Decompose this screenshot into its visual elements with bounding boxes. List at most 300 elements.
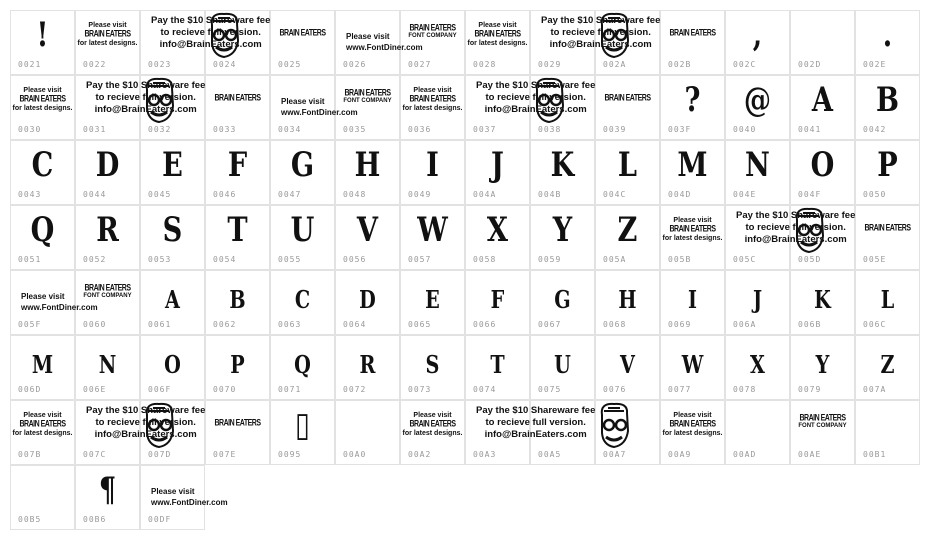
char-code: 0074 [473, 385, 497, 394]
char-code: 00AD [733, 450, 757, 459]
char-code: 0070 [213, 385, 237, 394]
please-visit-text: Please visit [478, 22, 517, 29]
shareware-line: to recieve full version. [95, 417, 196, 428]
char-code: 0067 [538, 320, 562, 329]
char-code: 00A3 [473, 450, 497, 459]
char-code: 004F [798, 190, 822, 199]
font-company-text: FONT COMPANY [83, 293, 132, 299]
glyph: O [810, 145, 835, 185]
glyph: F [490, 285, 505, 314]
font-company-text: FONT COMPANY [408, 33, 457, 39]
glyph-cell-0047[interactable] [270, 140, 335, 205]
glyph-cell-0030[interactable] [10, 75, 75, 140]
char-code: 005E [863, 255, 887, 264]
glyph: K [550, 145, 575, 185]
char-code: 007B [18, 450, 42, 459]
latest-designs-text: for latest designs. [662, 430, 723, 437]
glyph-cell-0041[interactable] [790, 75, 855, 140]
glyph: N [745, 145, 770, 185]
glyph-cell-0070[interactable] [205, 335, 270, 400]
char-code: 004E [733, 190, 757, 199]
char-code: 0052 [83, 255, 107, 264]
glyph-cell-00AE[interactable] [790, 400, 855, 465]
brain-eaters-logo: BRAIN EATERS [669, 224, 716, 235]
char-code: 00B6 [83, 515, 107, 524]
glyph: D [95, 145, 120, 185]
char-code: 0059 [538, 255, 562, 264]
glyph: Y [815, 350, 830, 379]
glyph-cell-004D[interactable] [660, 140, 725, 205]
glyph-cell-0052[interactable] [75, 205, 140, 270]
glyph-cell-0033[interactable] [205, 75, 270, 140]
glyph-cell-005B[interactable] [660, 205, 725, 270]
char-code: 005F [18, 320, 42, 329]
glyph: ! [36, 15, 49, 55]
brain-eaters-logo: BRAIN EATERS [19, 94, 66, 105]
glyph-cell-004F[interactable] [790, 140, 855, 205]
glyph: Z [617, 210, 638, 250]
skull-face-icon [594, 401, 634, 454]
char-code: 0053 [148, 255, 172, 264]
brain-eaters-logo: BRAIN EATERS [474, 29, 521, 40]
please-visit-note [76, 21, 139, 48]
char-code: 00DF [148, 515, 172, 524]
char-code: 0060 [83, 320, 107, 329]
glyph-cell-002C[interactable] [725, 10, 790, 75]
char-code: 0055 [278, 255, 302, 264]
shareware-line: Pay the $10 Shareware fee [476, 80, 596, 91]
please-visit-note [466, 21, 529, 48]
glyph-cell-00A0[interactable] [335, 400, 400, 465]
glyph-cell-0057[interactable] [400, 205, 465, 270]
glyph-cell-006B[interactable] [790, 270, 855, 335]
latest-designs-text: for latest designs. [12, 430, 73, 437]
brain-eaters-logo-text: BRAIN EATERS [669, 28, 716, 39]
char-code: 0031 [83, 125, 107, 134]
char-code: 004A [473, 190, 497, 199]
char-code: 006B [798, 320, 822, 329]
glyph-cell-0078[interactable] [725, 335, 790, 400]
glyph-cell-0064[interactable] [335, 270, 400, 335]
char-code: 0056 [343, 255, 367, 264]
char-code: 0077 [668, 385, 692, 394]
please-visit-text: Please visit [21, 292, 65, 301]
char-code: 005D [798, 255, 822, 264]
shareware-email: info@BrainEaters.com [94, 104, 197, 115]
char-code: 0028 [473, 60, 497, 69]
char-code: 0065 [408, 320, 432, 329]
glyph: ▯ [295, 405, 310, 445]
please-visit-note [661, 216, 724, 243]
char-code: 0058 [473, 255, 497, 264]
char-code: 0030 [18, 125, 42, 134]
glyph-cell-00DF[interactable] [140, 465, 228, 530]
char-code: 0035 [343, 125, 367, 134]
char-code: 0071 [278, 385, 302, 394]
glyph-cell-007A[interactable] [855, 335, 920, 400]
shareware-note [86, 80, 205, 116]
char-code: 0022 [83, 60, 107, 69]
char-code: 002E [863, 60, 887, 69]
glyph-cell-0055[interactable] [270, 205, 335, 270]
glyph-cell-0025[interactable] [270, 10, 335, 75]
glyph-cell-0061[interactable] [140, 270, 205, 335]
char-code: 0037 [473, 125, 497, 134]
glyph: T [490, 350, 505, 379]
please-visit-text: Please visit [281, 97, 325, 106]
glyph: O [164, 350, 181, 379]
glyph-cell-0046[interactable] [205, 140, 270, 205]
shareware-line: Pay the $10 Shareware fee [736, 210, 856, 221]
shareware-line: Pay the $10 Shareware fee [541, 15, 661, 26]
glyph-cell-0040[interactable] [725, 75, 790, 140]
char-code: 0023 [148, 60, 172, 69]
glyph: S [425, 350, 440, 379]
please-visit-note [11, 411, 74, 438]
char-code: 00A5 [538, 450, 562, 459]
glyph-cell-00B5[interactable] [10, 465, 75, 530]
shareware-line: to recieve full version. [485, 92, 586, 103]
char-code: 002D [798, 60, 822, 69]
char-code: 005C [733, 255, 757, 264]
char-code: 0039 [603, 125, 627, 134]
char-code: 0034 [278, 125, 302, 134]
glyph-cell-004A[interactable] [465, 140, 530, 205]
char-code: 0078 [733, 385, 757, 394]
char-code: 0026 [343, 60, 367, 69]
char-code: 0069 [668, 320, 692, 329]
glyph-cell-0044[interactable] [75, 140, 140, 205]
glyph: P [877, 145, 898, 185]
char-code: 0064 [343, 320, 367, 329]
glyph-cell-002E[interactable] [855, 10, 920, 75]
brain-eaters-logo: BRAIN EATERS [84, 29, 131, 40]
char-code: 006D [18, 385, 42, 394]
char-code: 0042 [863, 125, 887, 134]
glyph-cell-006F[interactable] [140, 335, 205, 400]
glyph-cell-0068[interactable] [595, 270, 660, 335]
glyph-cell-0049[interactable] [400, 140, 465, 205]
latest-designs-text: for latest designs. [12, 105, 73, 112]
char-code: 0057 [408, 255, 432, 264]
glyph-cell-0072[interactable] [335, 335, 400, 400]
please-visit-note [401, 411, 464, 438]
brain-eaters-logo-text: BRAIN EATERS [799, 413, 846, 424]
glyph: U [290, 210, 315, 250]
glyph-cell-002B[interactable] [660, 10, 725, 75]
glyph: I [426, 145, 439, 185]
glyph-cell-0028[interactable] [465, 10, 530, 75]
char-code: 00A7 [603, 450, 627, 459]
font-diner-url: www.FontDiner.com [346, 43, 423, 52]
latest-designs-text: for latest designs. [662, 235, 723, 242]
please-visit-text: Please visit [673, 217, 712, 224]
glyph: R [96, 210, 119, 250]
char-code: 006E [83, 385, 107, 394]
shareware-email: info@BrainEaters.com [549, 39, 652, 50]
shareware-note [476, 80, 595, 116]
char-code: 006A [733, 320, 757, 329]
glyph-cell-0042[interactable] [855, 75, 920, 140]
char-code: 0073 [408, 385, 432, 394]
brain-eaters-logo [856, 224, 919, 233]
char-code: 004D [668, 190, 692, 199]
shareware-note [151, 15, 270, 51]
glyph: M [677, 145, 708, 185]
glyph: M [31, 350, 54, 379]
font-company-text: FONT COMPANY [798, 423, 847, 429]
char-code: 004B [538, 190, 562, 199]
glyph-cell-0065[interactable] [400, 270, 465, 335]
char-code: 00A2 [408, 450, 432, 459]
glyph: I [688, 285, 697, 314]
glyph: @ [743, 80, 772, 120]
char-code: 0041 [798, 125, 822, 134]
please-visit-text: Please visit [413, 412, 452, 419]
glyph-cell-0039[interactable] [595, 75, 660, 140]
char-code: 007E [213, 450, 237, 459]
please-visit-note [11, 86, 74, 113]
glyph: Z [880, 350, 895, 379]
char-code: 006F [148, 385, 172, 394]
shareware-email: info@BrainEaters.com [484, 429, 587, 440]
char-code: 006C [863, 320, 887, 329]
glyph-cell-0069[interactable] [660, 270, 725, 335]
font-diner-note [151, 486, 228, 508]
glyph: W [417, 210, 448, 250]
brain-eaters-logo-text: BRAIN EATERS [604, 93, 651, 104]
glyph: T [227, 210, 248, 250]
shareware-line: to recieve full version. [745, 222, 846, 233]
glyph-cell-004E[interactable] [725, 140, 790, 205]
char-code: 0061 [148, 320, 172, 329]
char-code: 0025 [278, 60, 302, 69]
glyph: A [165, 285, 180, 314]
char-code: 0046 [213, 190, 237, 199]
glyph-cell-0073[interactable] [400, 335, 465, 400]
please-visit-text: Please visit [23, 412, 62, 419]
char-code: 0054 [213, 255, 237, 264]
char-code: 00A0 [343, 450, 367, 459]
latest-designs-text: for latest designs. [467, 40, 528, 47]
char-code: 007A [863, 385, 887, 394]
char-code: 0050 [863, 190, 887, 199]
char-code: 0049 [408, 190, 432, 199]
glyph-cell-0051[interactable] [10, 205, 75, 270]
char-code: 0027 [408, 60, 432, 69]
glyph-cell-004B[interactable] [530, 140, 595, 205]
glyph: . [882, 15, 893, 55]
glyph: Q [30, 210, 55, 250]
glyph-cell-00A2[interactable] [400, 400, 465, 465]
glyph: Y [552, 210, 573, 250]
char-code: 0045 [148, 190, 172, 199]
font-diner-url: www.FontDiner.com [281, 108, 358, 117]
char-code: 0040 [733, 125, 757, 134]
char-code: 0047 [278, 190, 302, 199]
latest-designs-text: for latest designs. [402, 105, 463, 112]
glyph-cell-00B1[interactable] [855, 400, 920, 465]
glyph-cell-0058[interactable] [465, 205, 530, 270]
char-code: 002A [603, 60, 627, 69]
brain-eaters-font-company-logo [401, 25, 464, 40]
glyph: H [354, 145, 381, 185]
glyph-cell-0079[interactable] [790, 335, 855, 400]
char-code: 0048 [343, 190, 367, 199]
glyph: P [230, 350, 245, 379]
char-code: 007C [83, 450, 107, 459]
glyph: R [359, 350, 376, 379]
please-visit-text: Please visit [346, 32, 390, 41]
shareware-line: to recieve full version. [550, 27, 651, 38]
glyph: G [554, 285, 571, 314]
glyph-cell-0071[interactable] [270, 335, 335, 400]
brain-eaters-logo-text: BRAIN EATERS [214, 93, 261, 104]
brain-eaters-font-company-logo [76, 285, 139, 300]
char-code: 0075 [538, 385, 562, 394]
char-code: 0076 [603, 385, 627, 394]
char-code: 003F [668, 125, 692, 134]
glyph-cell-00A9[interactable] [660, 400, 725, 465]
char-code: 0024 [213, 60, 237, 69]
glyph: E [425, 285, 440, 314]
please-visit-text: Please visit [88, 22, 127, 29]
char-code: 0072 [343, 385, 367, 394]
glyph: V [620, 350, 635, 379]
glyph-cell-0062[interactable] [205, 270, 270, 335]
glyph: L [617, 145, 638, 185]
char-code: 0021 [18, 60, 42, 69]
brain-eaters-logo [206, 419, 269, 428]
glyph: V [356, 210, 379, 250]
char-code: 0079 [798, 385, 822, 394]
shareware-line: Pay the $10 Shareware fee [151, 15, 271, 26]
glyph-cell-0077[interactable] [660, 335, 725, 400]
shareware-line: to recieve full version. [160, 27, 261, 38]
glyph-cell-0048[interactable] [335, 140, 400, 205]
glyph-cell-005A[interactable] [595, 205, 660, 270]
char-code: 002B [668, 60, 692, 69]
glyph: ? [684, 80, 701, 120]
brain-eaters-logo-text: BRAIN EATERS [279, 28, 326, 39]
glyph: X [486, 210, 509, 250]
glyph-cell-006E[interactable] [75, 335, 140, 400]
glyph: Q [294, 350, 311, 379]
shareware-line: to recieve full version. [485, 417, 586, 428]
char-code: 002C [733, 60, 757, 69]
glyph: N [98, 350, 117, 379]
glyph: C [31, 145, 54, 185]
brain-eaters-logo [206, 94, 269, 103]
glyph-cell-0074[interactable] [465, 335, 530, 400]
glyph-cell-0075[interactable] [530, 335, 595, 400]
glyph: X [750, 350, 765, 379]
glyph: F [227, 145, 248, 185]
glyph-cell-0095[interactable] [270, 400, 335, 465]
font-diner-url: www.FontDiner.com [151, 498, 228, 507]
glyph-cell-003F[interactable] [660, 75, 725, 140]
char-code: 00AE [798, 450, 822, 459]
please-visit-text: Please visit [23, 87, 62, 94]
glyph-cell-0022[interactable] [75, 10, 140, 75]
shareware-email: info@BrainEaters.com [484, 104, 587, 115]
glyph-cell-0043[interactable] [10, 140, 75, 205]
glyph-cell-0036[interactable] [400, 75, 465, 140]
glyph: ¶ [98, 470, 117, 510]
please-visit-note [401, 86, 464, 113]
glyph: U [554, 350, 571, 379]
latest-designs-text: for latest designs. [402, 430, 463, 437]
glyph-cell-007E[interactable] [205, 400, 270, 465]
glyph-cell-00AD[interactable] [725, 400, 790, 465]
shareware-note [86, 405, 205, 441]
char-code: 0063 [278, 320, 302, 329]
char-code: 0038 [538, 125, 562, 134]
glyph: G [290, 145, 315, 185]
glyph-cell-005E[interactable] [855, 205, 920, 270]
brain-eaters-logo: BRAIN EATERS [669, 419, 716, 430]
glyph-cell-0063[interactable] [270, 270, 335, 335]
glyph-cell-0050[interactable] [855, 140, 920, 205]
please-visit-text: Please visit [151, 487, 195, 496]
glyph-cell-0059[interactable] [530, 205, 595, 270]
please-visit-text: Please visit [673, 412, 712, 419]
brain-eaters-logo-text: BRAIN EATERS [864, 223, 911, 234]
glyph: H [618, 285, 637, 314]
glyph-cell-0054[interactable] [205, 205, 270, 270]
shareware-email: info@BrainEaters.com [744, 234, 847, 245]
glyph-cell-00B6[interactable] [75, 465, 140, 530]
glyph-cell-007B[interactable] [10, 400, 75, 465]
glyph-cell-0045[interactable] [140, 140, 205, 205]
char-code: 0033 [213, 125, 237, 134]
glyph-cell-0053[interactable] [140, 205, 205, 270]
glyph-cell-0021[interactable] [10, 10, 75, 75]
glyph-cell-006D[interactable] [10, 335, 75, 400]
glyph: C [294, 285, 311, 314]
char-code: 00A9 [668, 450, 692, 459]
shareware-line: Pay the $10 Shareware fee [476, 405, 596, 416]
char-code: 0029 [538, 60, 562, 69]
please-visit-note [661, 411, 724, 438]
glyph-cell-006A[interactable] [725, 270, 790, 335]
char-code: 0066 [473, 320, 497, 329]
brain-eaters-logo: BRAIN EATERS [409, 94, 456, 105]
char-code: 004C [603, 190, 627, 199]
glyph-cell-00A7[interactable] [595, 400, 660, 465]
glyph-cell-0067[interactable] [530, 270, 595, 335]
glyph-cell-0076[interactable] [595, 335, 660, 400]
brain-eaters-font-company-logo [336, 90, 399, 105]
glyph: L [880, 285, 895, 314]
font-company-text: FONT COMPANY [343, 98, 392, 104]
char-code: 0044 [83, 190, 107, 199]
shareware-line: Pay the $10 Shareware fee [86, 80, 206, 91]
glyph-cell-006C[interactable] [855, 270, 920, 335]
please-visit-text: Please visit [413, 87, 452, 94]
glyph-cell-0066[interactable] [465, 270, 530, 335]
glyph-cell-002D[interactable] [790, 10, 855, 75]
glyph-cell-0056[interactable] [335, 205, 400, 270]
char-code: 00B5 [18, 515, 42, 524]
brain-eaters-logo-text: BRAIN EATERS [344, 88, 391, 99]
shareware-email: info@BrainEaters.com [94, 429, 197, 440]
glyph: S [162, 210, 183, 250]
char-code: 0095 [278, 450, 302, 459]
glyph-cell-004C[interactable] [595, 140, 660, 205]
character-map-grid [10, 10, 920, 530]
char-code: 0043 [18, 190, 42, 199]
